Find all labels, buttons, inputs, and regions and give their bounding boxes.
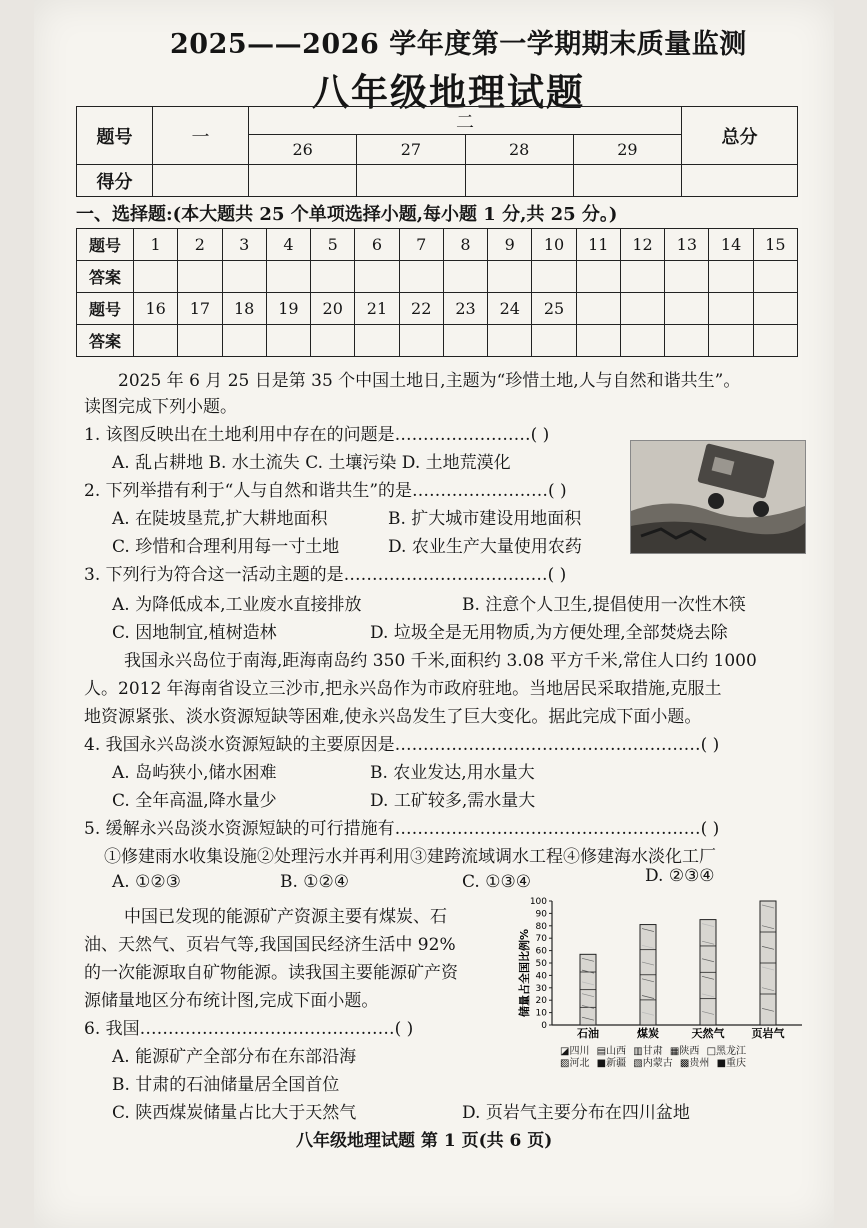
empty-cell: [665, 293, 709, 325]
question-4-option-b: B. 农业发达,用水量大: [370, 763, 535, 783]
exam-title: 2025——2026 学年度第一学期期末质量监测: [170, 29, 747, 60]
question-number-cell: 24: [488, 293, 532, 325]
legend-chongqing: ■重庆: [716, 1058, 747, 1069]
passage2-line1: 我国永兴岛位于南海,距海南岛约 350 千米,面积约 3.08 平方千米,常住人口约 1000: [124, 651, 757, 671]
legend-shanxi: ▤山西: [596, 1046, 627, 1057]
question-number-cell: 21: [355, 293, 399, 325]
question-3: 3. 下列行为符合这一活动主题的是………………………………( ): [84, 565, 567, 585]
y-tick-label: 90: [535, 909, 547, 920]
answer-cell[interactable]: [311, 261, 355, 293]
q29-header: 29: [573, 135, 681, 165]
answer-table-alabel: 答案: [77, 325, 134, 357]
answer-cell[interactable]: [355, 325, 399, 357]
answer-table-qlabel: 题号: [77, 293, 134, 325]
answer-cell[interactable]: [178, 261, 222, 293]
empty-cell: [753, 293, 797, 325]
question-number-cell: 9: [488, 229, 532, 261]
q28-header: 28: [465, 135, 573, 165]
question-4-option-c: C. 全年高温,降水量少: [112, 791, 277, 811]
question-5: 5. 缓解永兴岛淡水资源短缺的可行措施有………………………………………………( ): [84, 819, 720, 839]
exam-subject-title: 八年级地理试题: [312, 70, 585, 114]
question-1: 1. 该图反映出在土地利用中存在的问题是……………………( ): [84, 425, 550, 445]
question-number-cell: 7: [399, 229, 443, 261]
answer-cell[interactable]: [532, 261, 576, 293]
score-cell[interactable]: [357, 165, 465, 197]
answer-cell[interactable]: [311, 325, 355, 357]
legend-shaanxi: ▦陕西: [669, 1046, 700, 1057]
empty-cell: [620, 293, 664, 325]
total-header: 总分: [682, 107, 798, 165]
x-tick-label: 石油: [577, 1027, 599, 1040]
question-number-cell: 11: [576, 229, 620, 261]
answer-cell[interactable]: [620, 261, 664, 293]
y-tick-label: 30: [535, 983, 547, 994]
y-tick-label: 0: [541, 1021, 547, 1031]
answer-cell[interactable]: [399, 261, 443, 293]
score-row-label: 得分: [77, 165, 153, 197]
page-footer: 八年级地理试题 第 1 页(共 6 页): [296, 1131, 553, 1151]
empty-cell: [709, 293, 753, 325]
answer-cell[interactable]: [443, 261, 487, 293]
question-number-cell: 3: [222, 229, 266, 261]
legend-heilongjiang: □黑龙江: [706, 1046, 747, 1057]
passage3-line2: 油、天然气、页岩气等,我国国民经济生活中 92%: [84, 935, 456, 955]
answer-cell: [709, 325, 753, 357]
question-number-cell: 4: [266, 229, 310, 261]
question-number-cell: 20: [311, 293, 355, 325]
answer-cell[interactable]: [222, 325, 266, 357]
y-tick-label: 100: [529, 897, 547, 907]
answer-cell[interactable]: [753, 261, 797, 293]
question-5-measures: ①修建雨水收集设施②处理污水并再利用③建跨流域调水工程④修建海水淡化工厂: [104, 847, 716, 867]
section-two-header: 二: [249, 107, 682, 135]
score-cell[interactable]: [573, 165, 681, 197]
question-number-cell: 5: [311, 229, 355, 261]
passage1-line1: 2025 年 6 月 25 日是第 35 个中国土地日,主题为“珍惜土地,人与自然和谐共生”。: [118, 371, 741, 391]
question-number-cell: 14: [709, 229, 753, 261]
question-6-option-d: D. 页岩气主要分布在四川盆地: [462, 1103, 690, 1123]
answer-cell[interactable]: [399, 325, 443, 357]
question-number-cell: 12: [620, 229, 664, 261]
y-tick-label: 20: [535, 996, 547, 1007]
question-4: 4. 我国永兴岛淡水资源短缺的主要原因是………………………………………………( ): [84, 735, 720, 755]
question-number-cell: 18: [222, 293, 266, 325]
question-number-cell: 2: [178, 229, 222, 261]
score-cell[interactable]: [682, 165, 798, 197]
question-number-cell: 10: [532, 229, 576, 261]
chart-y-axis-label: 储量占全国比例%: [518, 928, 531, 1018]
passage3-line1: 中国已发现的能源矿产资源主要有煤炭、石: [124, 907, 447, 927]
answer-cell: [753, 325, 797, 357]
question-5-option-a: A. ①②③: [112, 872, 181, 892]
section-one-heading: 一、选择题:(本大题共 25 个单项选择小题,每小题 1 分,共 25 分。): [76, 204, 618, 225]
question-3-option-b: B. 注意个人卫生,提倡使用一次性木筷: [462, 595, 746, 615]
answer-cell: [576, 325, 620, 357]
question-5-option-c: C. ①③④: [462, 872, 531, 892]
answer-cell[interactable]: [266, 325, 310, 357]
question-3-option-c: C. 因地制宜,植树造林: [112, 623, 277, 643]
y-tick-label: 50: [535, 959, 547, 969]
score-cell[interactable]: [153, 165, 249, 197]
question-number-cell: 22: [399, 293, 443, 325]
question-6-option-a: A. 能源矿产全部分布在东部沿海: [112, 1047, 357, 1067]
landslide-photo: [630, 440, 806, 554]
answer-cell[interactable]: [178, 325, 222, 357]
question-number-cell: 17: [178, 293, 222, 325]
answer-table: [76, 228, 798, 357]
x-tick-label: 页岩气: [751, 1027, 785, 1040]
answer-cell[interactable]: [488, 325, 532, 357]
section-one-header: 一: [153, 107, 249, 165]
x-tick-label: 天然气: [691, 1027, 725, 1040]
legend-guizhou: ▩贵州: [679, 1058, 710, 1069]
question-number-cell: 6: [355, 229, 399, 261]
answer-cell[interactable]: [576, 261, 620, 293]
answer-cell[interactable]: [134, 261, 178, 293]
chart-legend: [560, 1046, 746, 1070]
question-6-option-c: C. 陕西煤炭储量占比大于天然气: [112, 1103, 357, 1123]
y-tick-label: 40: [535, 971, 547, 982]
answer-cell[interactable]: [355, 261, 399, 293]
answer-cell: [620, 325, 664, 357]
answer-cell[interactable]: [532, 325, 576, 357]
question-number-cell: 1: [134, 229, 178, 261]
question-5-option-d: D. ②③④: [645, 866, 715, 886]
question-2-option-c: C. 珍惜和合理利用每一寸土地: [112, 537, 340, 557]
question-number-cell: 19: [266, 293, 310, 325]
empty-cell: [576, 293, 620, 325]
question-1-options: A. 乱占耕地 B. 水土流失 C. 土壤污染 D. 土地荒漠化: [112, 453, 511, 473]
legend-xinjiang: ■新疆: [596, 1058, 627, 1069]
passage3-line4: 源储量地区分布统计图,完成下面小题。: [84, 991, 379, 1011]
question-2-option-a: A. 在陡坡垦荒,扩大耕地面积: [112, 509, 328, 529]
passage1-line2: 读图完成下列小题。: [84, 397, 237, 417]
answer-table-alabel: 答案: [77, 261, 134, 293]
answer-cell[interactable]: [266, 261, 310, 293]
question-2: 2. 下列举措有利于“人与自然和谐共生”的是……………………( ): [84, 481, 567, 501]
score-table: [76, 106, 798, 197]
legend-hebei: ▨河北: [560, 1058, 590, 1069]
answer-cell[interactable]: [488, 261, 532, 293]
question-number-cell: 23: [443, 293, 487, 325]
question-2-option-b: B. 扩大城市建设用地面积: [388, 509, 582, 529]
y-tick-label: 70: [535, 934, 547, 945]
question-3-option-a: A. 为降低成本,工业废水直接排放: [112, 595, 362, 615]
answer-cell[interactable]: [665, 261, 709, 293]
answer-cell[interactable]: [443, 325, 487, 357]
q27-header: 27: [357, 135, 465, 165]
question-4-option-a: A. 岛屿狭小,储水困难: [112, 763, 277, 783]
answer-table-qlabel: 题号: [77, 229, 134, 261]
question-number-cell: 13: [665, 229, 709, 261]
answer-cell: [665, 325, 709, 357]
question-6-option-b: B. 甘肃的石油储量居全国首位: [112, 1075, 340, 1095]
score-cell[interactable]: [465, 165, 573, 197]
question-5-option-b: B. ①②④: [280, 872, 350, 892]
y-tick-label: 10: [535, 1008, 547, 1019]
score-table-label: 题号: [77, 107, 153, 165]
question-number-cell: 8: [443, 229, 487, 261]
answer-cell[interactable]: [222, 261, 266, 293]
question-4-option-d: D. 工矿较多,需水量大: [370, 791, 536, 811]
question-number-cell: 15: [753, 229, 797, 261]
score-cell[interactable]: [249, 165, 357, 197]
passage2-line3: 地资源紧张、淡水资源短缺等困难,使永兴岛发生了巨大变化。据此完成下面小题。: [84, 707, 702, 727]
question-2-option-d: D. 农业生产大量使用农药: [388, 537, 582, 557]
answer-cell[interactable]: [134, 325, 178, 357]
x-tick-label: 煤炭: [637, 1027, 659, 1040]
y-tick-label: 80: [535, 921, 547, 932]
q26-header: 26: [249, 135, 357, 165]
question-number-cell: 16: [134, 293, 178, 325]
legend-sichuan: ◪四川: [560, 1046, 590, 1057]
legend-neimenggu: ▧内蒙古: [633, 1058, 673, 1069]
question-3-option-d: D. 垃圾全是无用物质,为方便处理,全部焚烧去除: [370, 623, 728, 643]
legend-gansu: ▥甘肃: [633, 1046, 663, 1057]
y-tick-label: 60: [535, 946, 547, 957]
passage2-line2: 人。2012 年海南省设立三沙市,把永兴岛作为市政府驻地。当地居民采取措施,克服土: [84, 679, 722, 699]
question-6: 6. 我国………………………………………( ): [84, 1019, 414, 1039]
question-number-cell: 25: [532, 293, 576, 325]
passage3-line3: 的一次能源取自矿物能源。读我国主要能源矿产资: [84, 963, 458, 983]
answer-cell[interactable]: [709, 261, 753, 293]
